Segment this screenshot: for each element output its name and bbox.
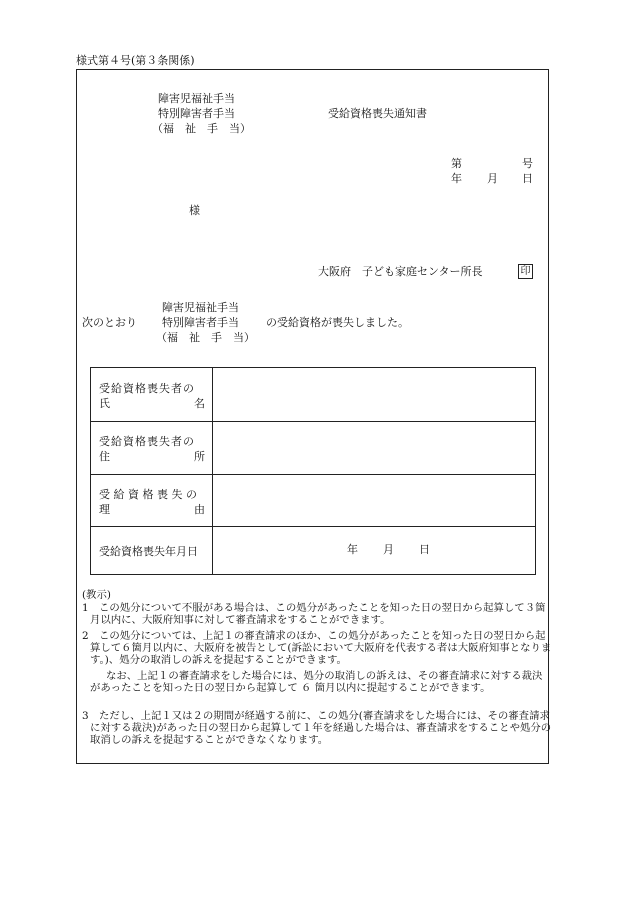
row-name-label-1: 受給資格喪失者の [99, 382, 195, 395]
note-1: 1 この処分について不服がある場合は、この処分があったことを知った日の翌日から起算して３箇月以内に、大阪府知事に対して審査請求をすることができます。 [82, 602, 546, 626]
document-title: 受給資格喪失通知書 [328, 107, 427, 120]
row-name-label-2 [99, 395, 205, 411]
date-day: 日 [522, 172, 533, 185]
row-reason-label-2b: 由 [194, 503, 205, 516]
issuer-name: 大阪府 子ども家庭センター所長 [318, 265, 483, 278]
note-2b: なお、上記１の審査請求をした場合には、処分の取消しの訴えは、その審査請求に対する裁決があったことを知った日の翌日から起算して ６ 箇月以内に提起することができます。 [90, 670, 543, 694]
body-prefix: 次のとおり [82, 316, 137, 329]
row-address-label-2a: 住 [99, 450, 110, 463]
row-date-label: 受給資格喪失年月日 [99, 545, 198, 558]
note-2: 2 この処分については、上記１の審査請求のほか、この処分があったことを知った日の翌日から起算して６箇月以内に、大阪府を被告として(訴訟において大阪府を代表する者は大阪府知事となります。)、処分の取消しの訴えを提起することができます。 [82, 630, 552, 666]
note-3: 3 ただし、上記１又は２の期間が経過する前に、この処分(審査請求をした場合には、その審査請求に対する裁決)があった日の翌日から起算して１年を経過した場合は、審査請求をすることや処分の取消しの訴えを提起することができなくなります。 [82, 710, 552, 746]
row-reason-label-1: 受 給 資 格 喪 失 の [99, 488, 197, 501]
table-row-date [91, 526, 535, 576]
body-allowance-2: 特別障害者手当 [162, 316, 239, 329]
body-suffix: の受給資格が喪失しました。 [266, 316, 409, 329]
row-date-year: 年 [347, 543, 358, 556]
heading-allowance-1: 障害児福祉手当 [158, 92, 235, 105]
row-reason-label-2 [99, 501, 205, 517]
notes-title: (教示) [82, 589, 111, 601]
row-date-day: 日 [419, 543, 430, 556]
table-row-address [91, 421, 535, 463]
date-month: 月 [487, 172, 498, 185]
row-address-label-2b: 所 [194, 450, 205, 463]
row-address-label-1: 受給資格喪失者の [99, 435, 195, 448]
body-allowance-3: （福 祉 手 当） [156, 331, 255, 344]
row-address-label-2 [99, 448, 205, 464]
row-name-label-2a: 氏 [99, 397, 110, 410]
body-allowance-1: 障害児福祉手当 [162, 301, 239, 314]
row-reason-label-2a: 理 [99, 503, 110, 516]
form-number: 様式第４号(第３条関係) [76, 54, 195, 67]
table-row-reason [91, 474, 535, 516]
row-name-value-field[interactable] [213, 368, 535, 421]
date-year: 年 [451, 172, 462, 185]
seal-stamp: 印 [518, 264, 533, 279]
info-table [90, 367, 536, 575]
row-date-month: 月 [383, 543, 394, 556]
doc-number-go: 号 [522, 157, 533, 170]
row-reason-value-field[interactable] [213, 475, 535, 527]
recipient-honorific: 様 [189, 204, 200, 217]
heading-allowance-3: （福 祉 手 当） [152, 122, 251, 135]
heading-allowance-2: 特別障害者手当 [158, 107, 235, 120]
doc-number-dai: 第 [451, 157, 462, 170]
row-address-value-field[interactable] [213, 422, 535, 475]
row-name-label-2b: 名 [194, 397, 205, 410]
